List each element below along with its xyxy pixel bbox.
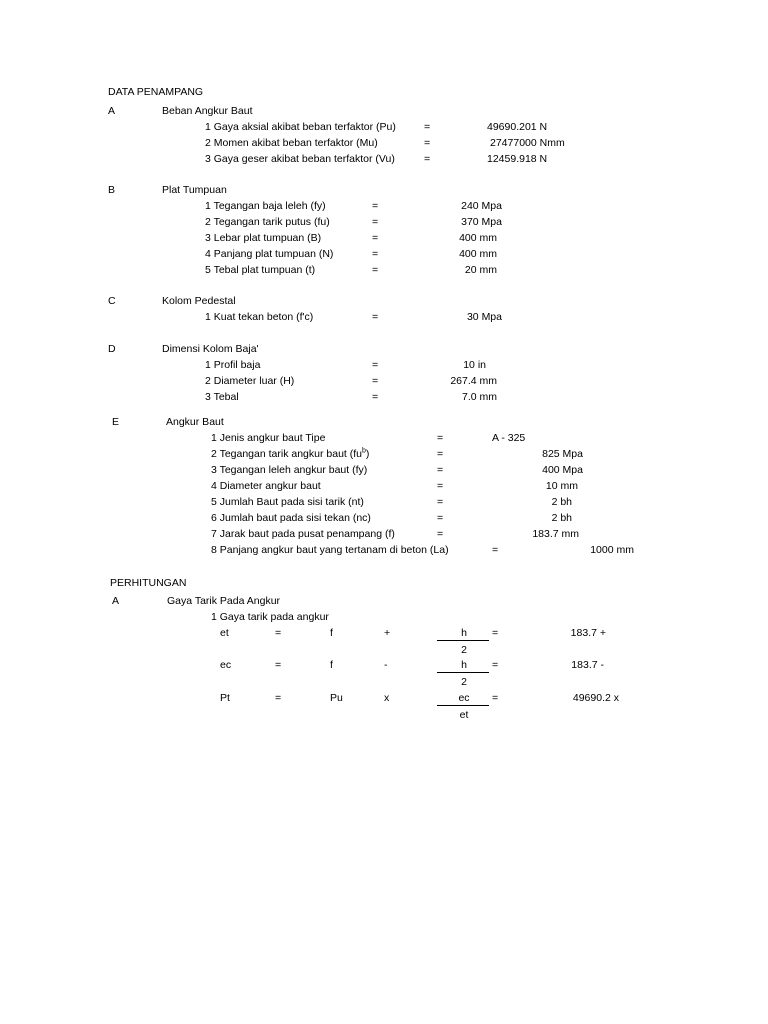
equals-sign: = [492, 692, 499, 704]
equals-sign: = [372, 375, 379, 387]
equals-sign: = [492, 659, 499, 671]
section-b-title: Plat Tumpuan [162, 184, 227, 196]
item-value: 2 bh [551, 512, 572, 524]
section-e-title: Angkur Baut [166, 416, 224, 428]
item-value: 240 Mpa [461, 200, 502, 212]
section-d-title: Dimensi Kolom Baja' [162, 343, 259, 355]
item-value: 49690.201 N [487, 121, 548, 133]
formula-lhs: ec [220, 659, 232, 671]
equals-sign: = [492, 544, 499, 556]
equals-sign: = [275, 692, 282, 704]
fraction-bar [437, 672, 489, 673]
fraction-bar [437, 705, 489, 706]
perhitungan-letter: A [112, 595, 120, 607]
fraction-denominator: 2 [461, 676, 467, 688]
equals-sign: = [372, 200, 379, 212]
item-value: 12459.918 N [487, 153, 548, 165]
item-value: 400 Mpa [542, 464, 583, 476]
item-label: 4 Diameter angkur baut [211, 480, 321, 492]
equals-sign: = [372, 264, 379, 276]
item-label: 8 Panjang angkur baut yang tertanam di beton (La) [211, 544, 449, 556]
superscript-b: b [362, 447, 366, 455]
item-value: 27477000 Nmm [490, 137, 565, 149]
item-label: 4 Panjang plat tumpuan (N) [205, 248, 334, 260]
equals-sign: = [437, 528, 444, 540]
fraction-bar [437, 640, 489, 641]
item-label: 1 Kuat tekan beton (f'c) [205, 311, 314, 323]
item-value: 267.4 mm [450, 375, 497, 387]
item-value: A - 325 [492, 432, 526, 444]
equals-sign: = [275, 627, 282, 639]
formula-term: f [330, 627, 333, 639]
item-value: 1000 mm [590, 544, 634, 556]
item-label: 2 Diameter luar (H) [205, 375, 295, 387]
formula-result: 183.7 + [570, 627, 606, 639]
perhitungan-heading: PERHITUNGAN [110, 577, 187, 589]
equals-sign: = [372, 311, 379, 323]
formula-operator: + [384, 627, 391, 639]
item-label: 3 Gaya geser akibat beban terfaktor (Vu) [205, 153, 395, 165]
section-e-letter: E [112, 416, 120, 428]
formula-operator: - [384, 659, 388, 671]
item-value: 400 mm [459, 232, 497, 244]
formula-term: f [330, 659, 333, 671]
equals-sign: = [424, 153, 431, 165]
equals-sign: = [372, 216, 379, 228]
item-label: 1 Tegangan baja leleh (fy) [205, 200, 326, 212]
formula-lhs: Pt [220, 692, 230, 704]
fraction-numerator: h [461, 627, 467, 639]
formula-term: Pu [330, 692, 343, 704]
item-value: 10 in [463, 359, 486, 371]
item-label [211, 449, 369, 460]
section-d-letter: D [108, 343, 116, 355]
equals-sign: = [372, 359, 379, 371]
item-label: 1 Gaya aksial akibat beban terfaktor (Pu) [205, 121, 396, 133]
equals-sign: = [437, 448, 444, 460]
equals-sign: = [372, 391, 379, 403]
item-value: 825 Mpa [542, 448, 583, 460]
section-b-letter: B [108, 184, 116, 196]
fraction-numerator: h [461, 659, 467, 671]
fraction-denominator: 2 [461, 644, 467, 656]
perhitungan-subtitle: 1 Gaya tarik pada angkur [211, 611, 329, 623]
item-value: 7.0 mm [461, 391, 497, 403]
item-label: 3 Tebal [205, 391, 239, 403]
item-label: 1 Profil baja [205, 359, 261, 371]
formula-lhs: et [220, 627, 229, 639]
equals-sign: = [372, 248, 379, 260]
item-label: 5 Tebal plat tumpuan (t) [205, 264, 316, 276]
page-heading: DATA PENAMPANG [108, 86, 204, 98]
fraction-numerator: ec [458, 692, 470, 704]
equals-sign: = [437, 496, 444, 508]
item-label: 2 Momen akibat beban terfaktor (Mu) [205, 137, 378, 149]
item-label: 3 Lebar plat tumpuan (B) [205, 232, 322, 244]
item-value: 400 mm [459, 248, 497, 260]
item-value: 10 mm [545, 480, 578, 492]
section-c-title: Kolom Pedestal [162, 295, 236, 307]
section-a-letter: A [108, 105, 116, 117]
item-value: 370 Mpa [461, 216, 502, 228]
equals-sign: = [437, 432, 444, 444]
section-c-letter: C [108, 295, 116, 307]
formula-result: 49690.2 x [572, 692, 619, 704]
equals-sign: = [437, 480, 444, 492]
item-value: 183.7 mm [532, 528, 579, 540]
equals-sign: = [372, 232, 379, 244]
item-label: 3 Tegangan leleh angkur baut (fy) [211, 464, 368, 476]
perhitungan-title: Gaya Tarik Pada Angkur [167, 595, 281, 607]
equals-sign: = [424, 121, 431, 133]
item-label: 6 Jumlah baut pada sisi tekan (nc) [211, 512, 371, 524]
equals-sign: = [437, 512, 444, 524]
fraction-denominator: et [459, 709, 469, 721]
item-label: 2 Tegangan tarik putus (fu) [205, 216, 330, 228]
equals-sign: = [424, 137, 431, 149]
formula-result: 183.7 - [571, 659, 604, 671]
item-label: 1 Jenis angkur baut Tipe [211, 432, 326, 444]
item-label-end: ) [365, 448, 370, 460]
formula-operator: x [384, 692, 390, 704]
item-label: 7 Jarak baut pada pusat penampang (f) [211, 528, 395, 540]
item-value: 20 mm [464, 264, 497, 276]
section-a-title: Beban Angkur Baut [162, 105, 253, 117]
item-label: 5 Jumlah Baut pada sisi tarik (nt) [211, 496, 364, 508]
item-label-text: 2 Tegangan tarik angkur baut (fu [211, 448, 362, 460]
equals-sign: = [492, 627, 499, 639]
equals-sign: = [275, 659, 282, 671]
equals-sign: = [437, 464, 444, 476]
item-value: 30 Mpa [466, 311, 502, 323]
item-value: 2 bh [551, 496, 572, 508]
